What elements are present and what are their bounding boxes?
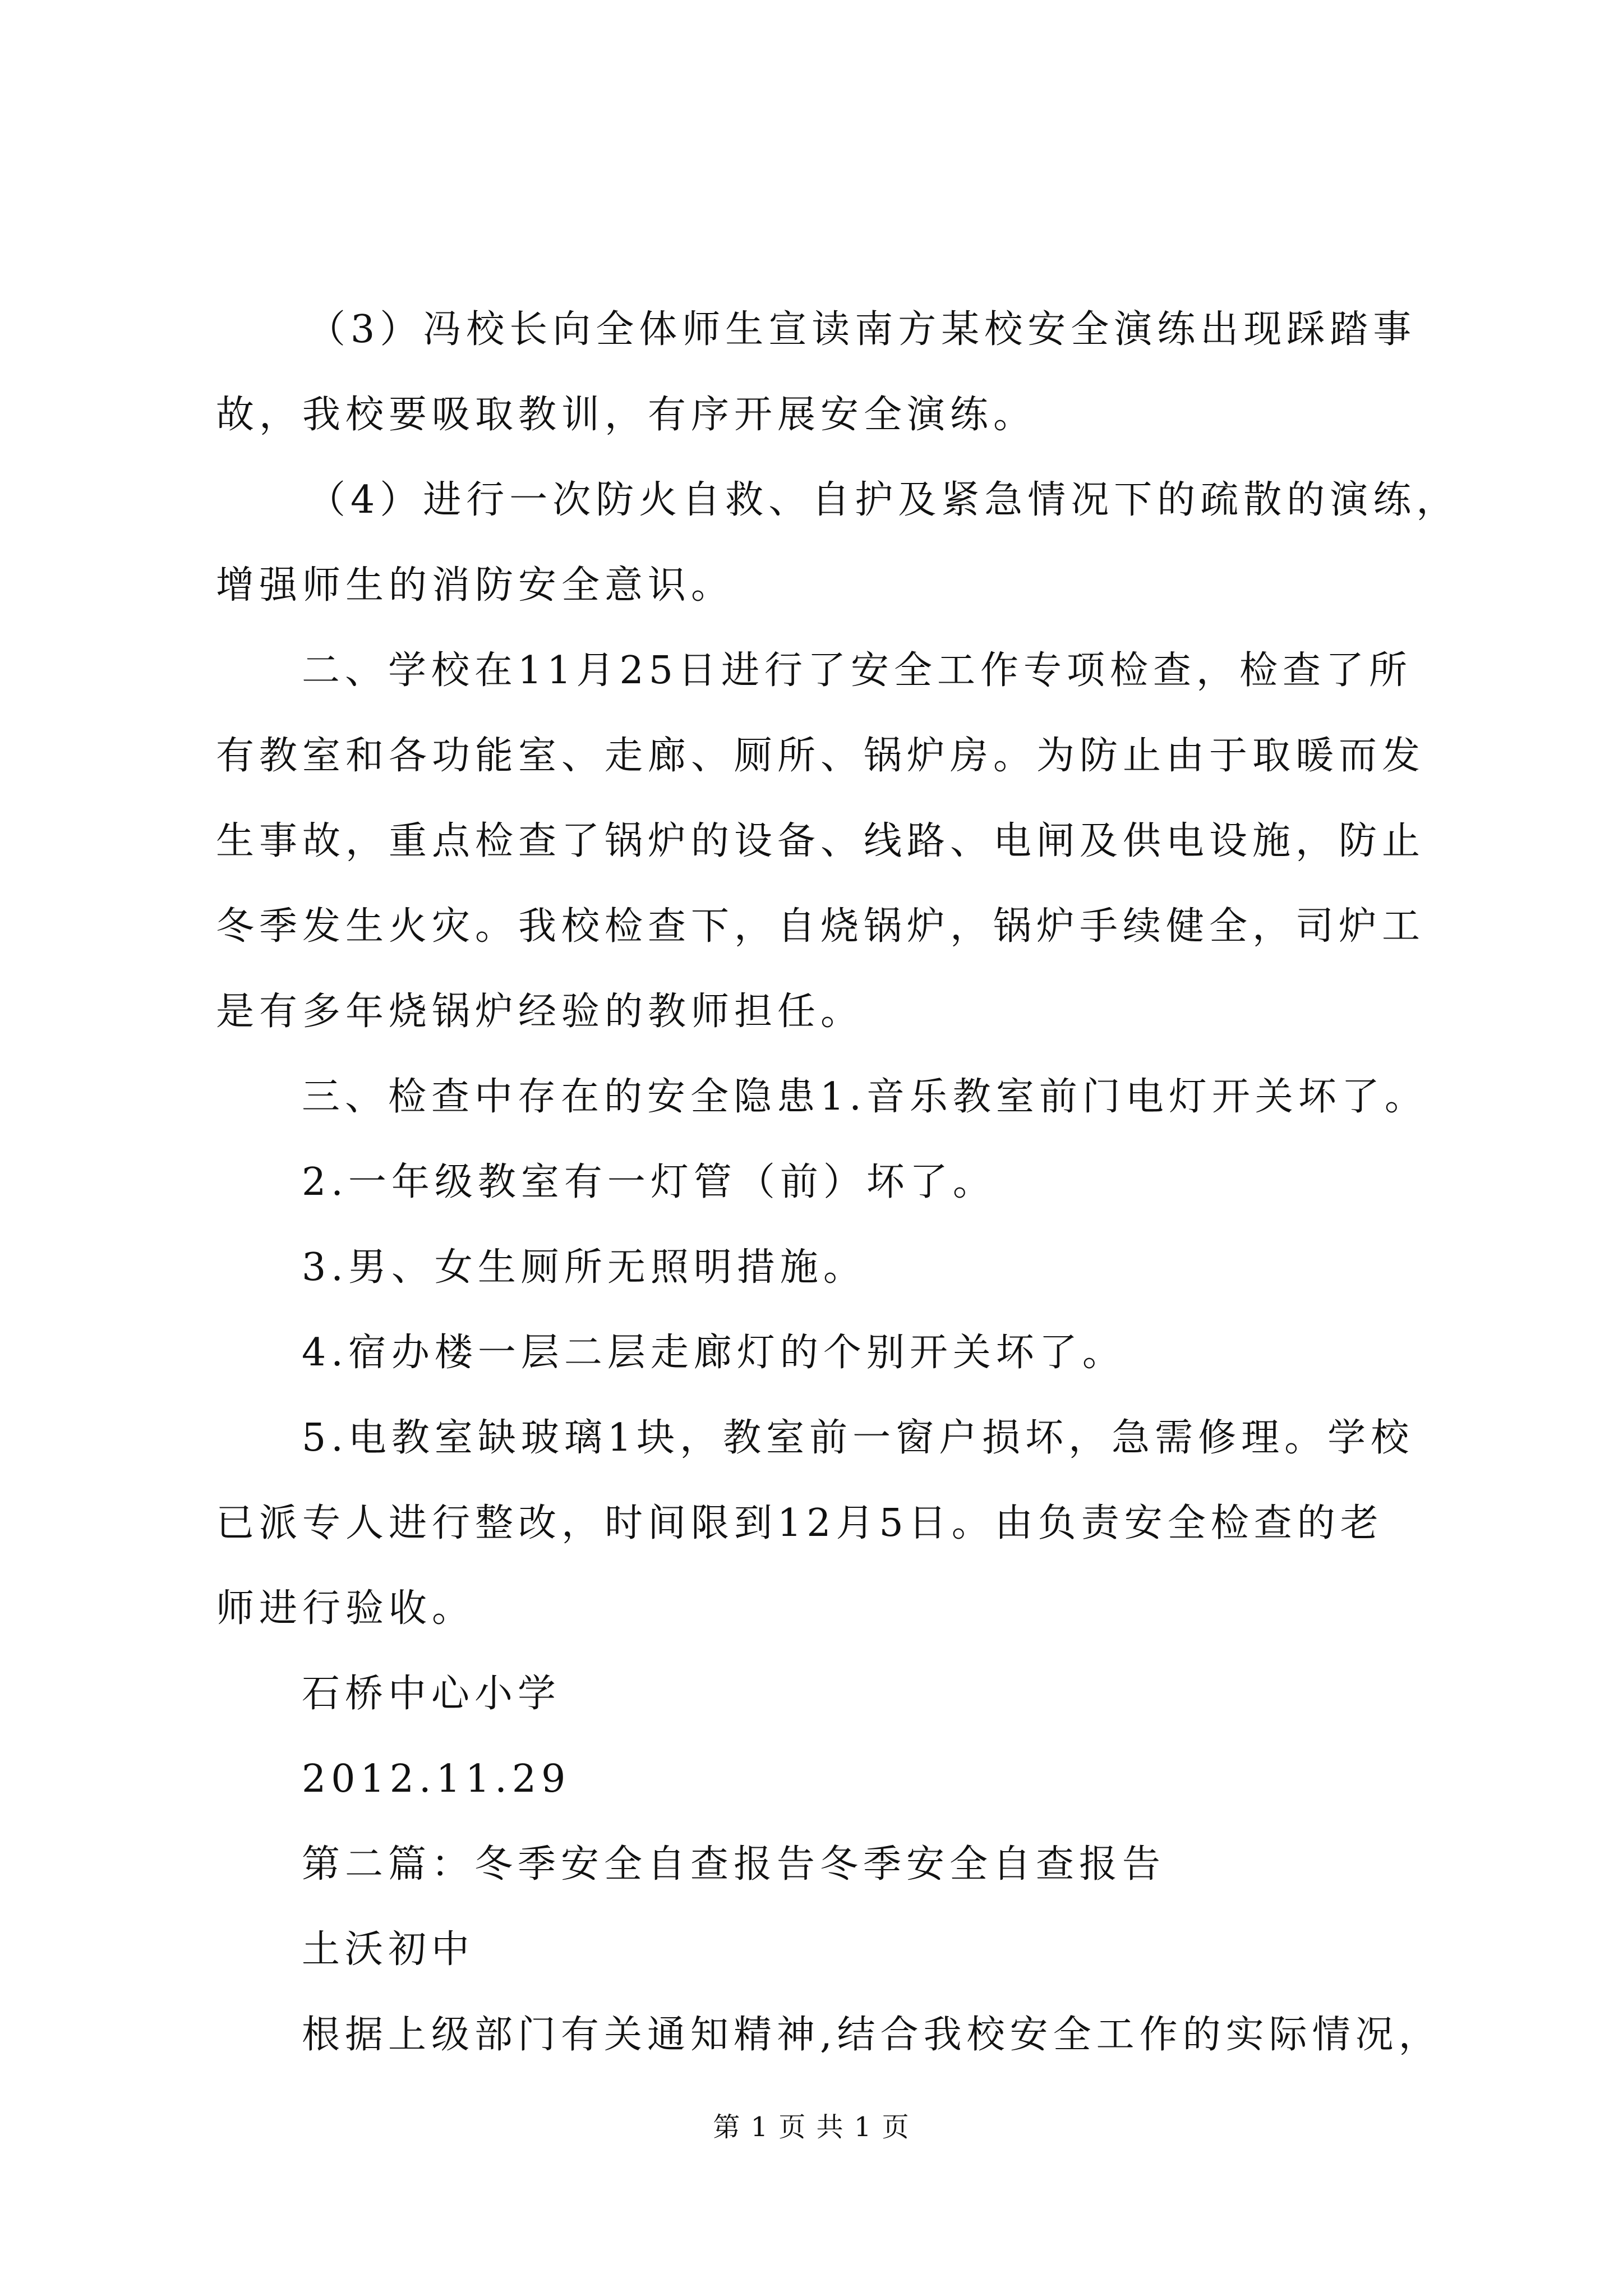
signature-date: 2012.11.29 [302,1757,571,1801]
page-footer: 第 1 页 共 1 页 [713,2111,910,2143]
text-line: （4）进行一次防火自救、自护及紧急情况下的疏散的演练， [307,478,1460,522]
text-line: 二、学校在11月25日进行了安全工作专项检查，检查了所 [302,648,1413,693]
text-line: 是有多年烧锅炉经验的教师担任。 [216,990,864,1034]
school-name: 土沃初中 [302,1927,475,1972]
text-line: 三、检查中存在的安全隐患1.音乐教室前门电灯开关坏了。 [302,1075,1428,1119]
text-line: 有教室和各功能室、走廊、厕所、锅炉房。为防止由于取暖而发 [216,734,1426,778]
text-line: 冬季发生火灾。我校检查下，自烧锅炉，锅炉手续健全，司炉工 [216,904,1426,949]
text-line: 故，我校要吸取教训，有序开展安全演练。 [216,393,1037,437]
text-line: 2.一年级教室有一灯管（前）坏了。 [302,1160,996,1204]
text-line: 4.宿办楼一层二层走廊灯的个别开关坏了。 [302,1331,1126,1375]
text-line: 根据上级部门有关通知精神,结合我校安全工作的实际情况， [302,2013,1442,2057]
text-line: 5.电教室缺玻璃1块，教室前一窗户损坏，急需修理。学校 [302,1416,1414,1460]
signature-school: 石桥中心小学 [302,1672,561,1716]
text-line: 已派专人进行整改，时间限到12月5日。由负责安全检查的老 [216,1501,1384,1545]
text-line: 生事故，重点检查了锅炉的设备、线路、电闸及供电设施，防止 [216,819,1426,863]
text-line: （3）冯校长向全体师生宣读南方某校安全演练出现踩踏事 [307,307,1417,352]
section-heading: 第二篇：冬季安全自查报告冬季安全自查报告 [302,1842,1166,1887]
text-line: 增强师生的消防安全意识。 [216,563,735,608]
text-line: 3.男、女生厕所无照明措施。 [302,1245,866,1290]
text-line: 师进行验收。 [216,1586,476,1631]
